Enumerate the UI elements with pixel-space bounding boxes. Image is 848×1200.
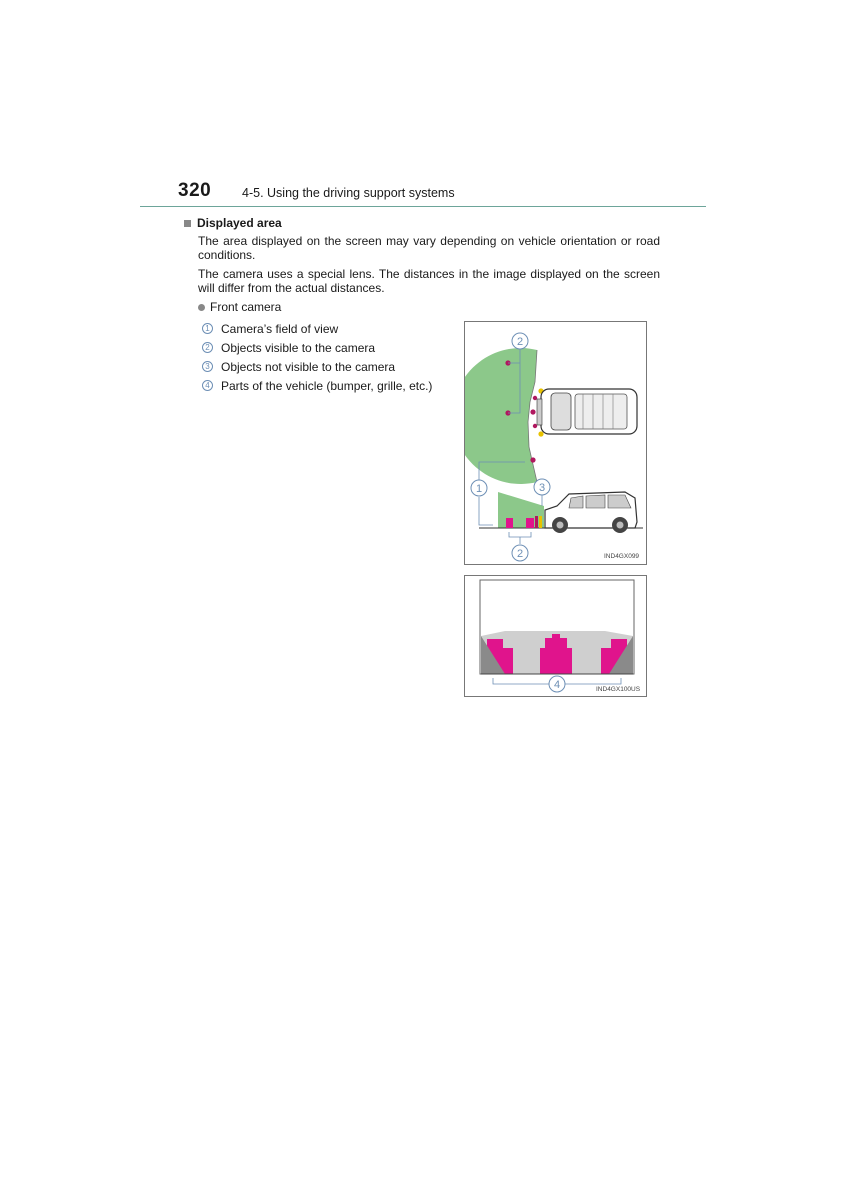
- vehicle-top-view: [537, 389, 637, 434]
- callout-label: 3: [538, 482, 546, 494]
- object-block: [540, 648, 572, 674]
- hidden-object-block: [539, 516, 542, 528]
- object-dot: [533, 424, 537, 428]
- subheading: [184, 216, 282, 230]
- callout-label: 2: [516, 336, 524, 348]
- circled-number-icon: 4: [202, 380, 213, 391]
- legend-item: [202, 357, 432, 376]
- legend-item: [202, 319, 432, 338]
- bullet-item: [198, 300, 281, 314]
- object-dot: [530, 457, 535, 462]
- object-block: [526, 518, 534, 528]
- legend-item: [202, 376, 432, 395]
- page-number: 320: [178, 180, 212, 201]
- object-dot: [530, 409, 535, 414]
- field-of-view-diagram: [465, 322, 646, 564]
- circled-number-icon: 3: [202, 361, 213, 372]
- field-of-view-area-top: [465, 348, 537, 484]
- legend-text: Objects visible to the camera: [221, 340, 376, 355]
- section-title: 4-5. Using the driving support systems: [242, 186, 455, 200]
- bullet-text: Front camera: [210, 300, 282, 314]
- hidden-object-dot: [538, 431, 543, 436]
- callout-label: 2: [516, 548, 524, 560]
- object-block: [535, 516, 538, 528]
- header-rule: [140, 206, 706, 207]
- legend-list: [202, 319, 432, 395]
- vehicle-side-view: [545, 492, 637, 533]
- subheading-text: Displayed area: [197, 216, 282, 230]
- square-bullet-icon: [184, 220, 191, 227]
- field-of-view-figure: [464, 321, 647, 565]
- object-block: [545, 638, 567, 649]
- object-block: [506, 518, 513, 528]
- round-bullet-icon: [198, 304, 205, 311]
- paragraph: The camera uses a special lens. The distances in the image displayed on the screen will differ from the actual distances.: [198, 267, 660, 295]
- legend-text: Objects not visible to the camera: [221, 359, 396, 374]
- camera-display-diagram: [465, 576, 646, 696]
- object-dot: [533, 396, 537, 400]
- legend-text: Parts of the vehicle (bumper, grille, etc.): [221, 378, 433, 393]
- legend-item: [202, 338, 432, 357]
- circled-number-icon: 2: [202, 342, 213, 353]
- object-block: [487, 639, 503, 649]
- circled-number-icon: 1: [202, 323, 213, 334]
- object-block: [611, 639, 627, 649]
- figure-code: IND4GX100US: [596, 686, 641, 693]
- object-block: [552, 634, 560, 639]
- callout-leader: [509, 532, 531, 544]
- camera-display-figure: [464, 575, 647, 697]
- paragraph: The area displayed on the screen may vary depending on vehicle orientation or road conditions.: [198, 234, 660, 262]
- callout-label: 1: [475, 483, 483, 495]
- callout-label: 4: [553, 679, 561, 691]
- figure-code: IND4GX099: [604, 553, 640, 560]
- legend-text: Camera’s field of view: [221, 321, 339, 336]
